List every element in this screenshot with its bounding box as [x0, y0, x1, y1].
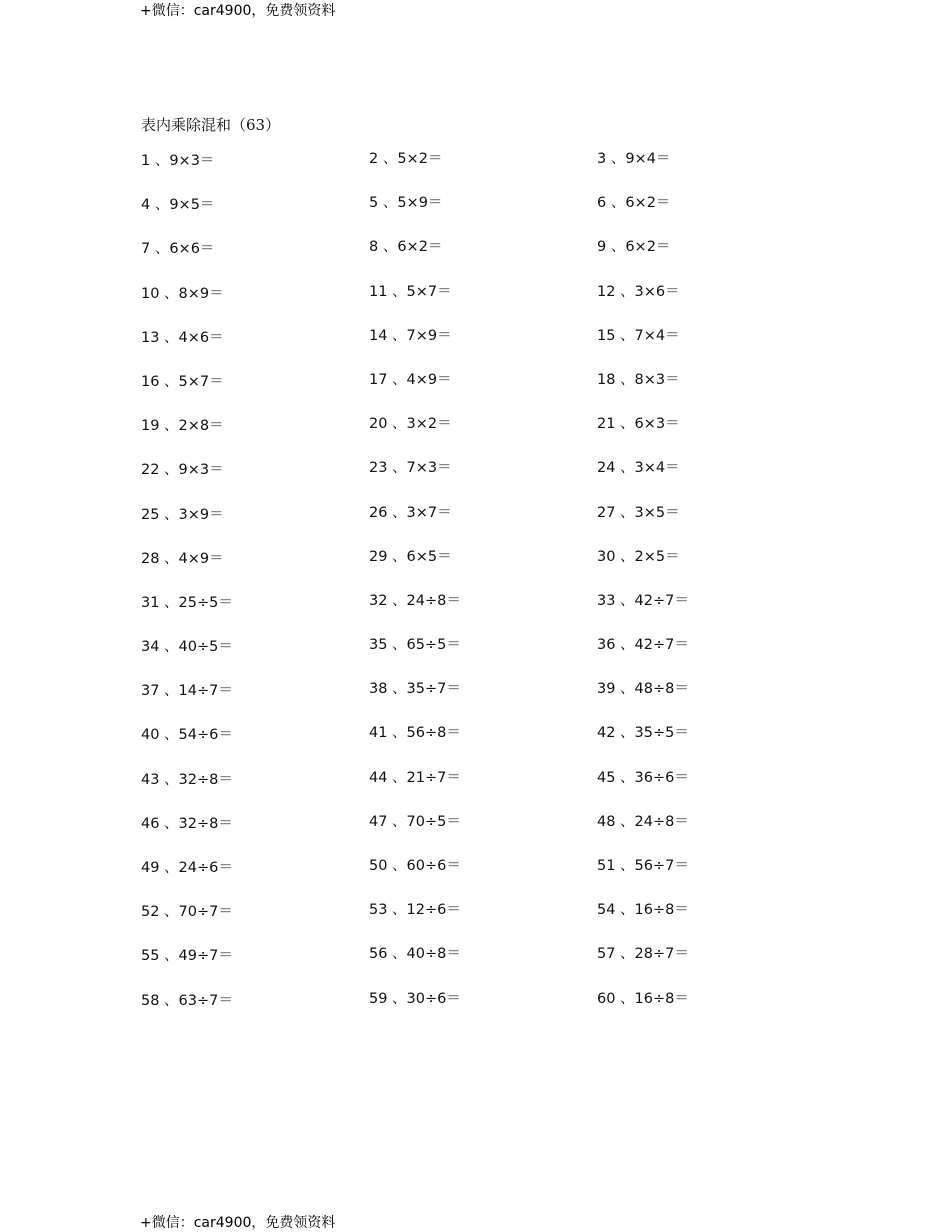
problem-row	[141, 280, 841, 324]
problem-row	[141, 501, 841, 545]
problem-item: 37 、14÷7＝	[141, 683, 233, 700]
problem-item: 29 、6×5＝	[369, 548, 452, 565]
problem-item: 54 、16÷8＝	[597, 902, 689, 919]
problem-item: 36 、42÷7＝	[597, 637, 689, 654]
problem-row	[141, 677, 841, 721]
problem-item: 4 、9×5＝	[141, 197, 215, 214]
problem-row	[141, 368, 841, 412]
problem-item: 53 、12÷6＝	[369, 902, 461, 919]
problem-item: 60 、16÷8＝	[597, 990, 689, 1007]
problem-item: 38 、35÷7＝	[369, 681, 461, 698]
problem-item: 31 、25÷5＝	[141, 594, 233, 611]
problem-item: 10 、8×9＝	[141, 285, 224, 302]
problem-item: 48 、24÷8＝	[597, 813, 689, 830]
problem-item: 55 、49÷7＝	[141, 948, 233, 965]
problem-item: 42 、35÷5＝	[597, 725, 689, 742]
problem-item: 6 、6×2＝	[597, 195, 671, 212]
problem-item: 21 、6×3＝	[597, 416, 680, 433]
problem-item: 43 、32÷8＝	[141, 771, 233, 788]
problem-item: 14 、7×9＝	[369, 327, 452, 344]
problem-row	[141, 324, 841, 368]
problem-item: 44 、21÷7＝	[369, 769, 461, 786]
problem-item: 34 、40÷5＝	[141, 639, 233, 656]
problem-item: 33 、42÷7＝	[597, 592, 689, 609]
problem-item: 40 、54÷6＝	[141, 727, 233, 744]
problem-row	[141, 987, 841, 1031]
problem-item: 19 、2×8＝	[141, 418, 224, 435]
problem-item: 51 、56÷7＝	[597, 858, 689, 874]
problem-row	[141, 545, 841, 589]
problem-row	[141, 942, 841, 986]
problem-row	[141, 854, 841, 898]
problem-row	[141, 589, 841, 633]
problem-item: 12 、3×6＝	[597, 283, 680, 300]
problem-item: 9 、6×2＝	[597, 239, 671, 256]
worksheet-title: 表内乘除混和（63）	[141, 116, 281, 134]
problem-item: 13 、4×6＝	[141, 329, 224, 346]
problem-item: 35 、65÷5＝	[369, 637, 461, 654]
problem-item: 22 、9×3＝	[141, 462, 224, 479]
problem-item: 25 、3×9＝	[141, 506, 224, 523]
problem-row	[141, 810, 841, 854]
problem-row	[141, 898, 841, 942]
problem-item: 3 、9×4＝	[597, 151, 671, 167]
problem-item: 52 、70÷7＝	[141, 904, 233, 921]
problem-item: 58 、63÷7＝	[141, 992, 233, 1009]
watermark-bottom: +微信：car4900，免费领资料	[140, 1215, 336, 1231]
problem-item: 16 、5×7＝	[141, 373, 224, 390]
problem-item: 27 、3×5＝	[597, 504, 680, 521]
problem-item: 39 、48÷8＝	[597, 681, 689, 698]
problem-item: 59 、30÷6＝	[369, 990, 461, 1007]
problem-item: 56 、40÷8＝	[369, 946, 461, 963]
problem-item: 8 、6×2＝	[369, 239, 443, 256]
problem-item: 30 、2×5＝	[597, 548, 680, 565]
problem-item: 24 、3×4＝	[597, 460, 680, 477]
problem-item: 46 、32÷8＝	[141, 815, 233, 832]
problem-item: 26 、3×7＝	[369, 504, 452, 521]
problem-row	[141, 147, 841, 191]
problem-row	[141, 235, 841, 279]
problem-item: 45 、36÷6＝	[597, 769, 689, 786]
problem-item: 20 、3×2＝	[369, 416, 452, 433]
problem-item: 47 、70÷5＝	[369, 813, 461, 830]
problem-item: 7 、6×6＝	[141, 241, 215, 258]
problem-item: 18 、8×3＝	[597, 371, 680, 388]
problem-row	[141, 456, 841, 500]
problem-item: 32 、24÷8＝	[369, 592, 461, 609]
problem-grid	[141, 147, 841, 1031]
watermark-top: +微信：car4900，免费领资料	[140, 3, 336, 19]
problem-row	[141, 412, 841, 456]
problem-item: 28 、4×9＝	[141, 550, 224, 567]
problem-item: 15 、7×4＝	[597, 327, 680, 344]
problem-row	[141, 766, 841, 810]
problem-row	[141, 633, 841, 677]
problem-item: 17 、4×9＝	[369, 371, 452, 388]
problem-item: 1 、9×3＝	[141, 153, 215, 169]
problem-item: 23 、7×3＝	[369, 460, 452, 477]
problem-item: 5 、5×9＝	[369, 195, 443, 212]
problem-item: 57 、28÷7＝	[597, 946, 689, 963]
problem-item: 50 、60÷6＝	[369, 858, 461, 874]
problem-item: 49 、24÷6＝	[141, 860, 233, 876]
problem-row	[141, 191, 841, 235]
problem-item: 11 、5×7＝	[369, 283, 452, 300]
problem-item: 2 、5×2＝	[369, 151, 443, 167]
problem-row	[141, 721, 841, 765]
problem-item: 41 、56÷8＝	[369, 725, 461, 742]
